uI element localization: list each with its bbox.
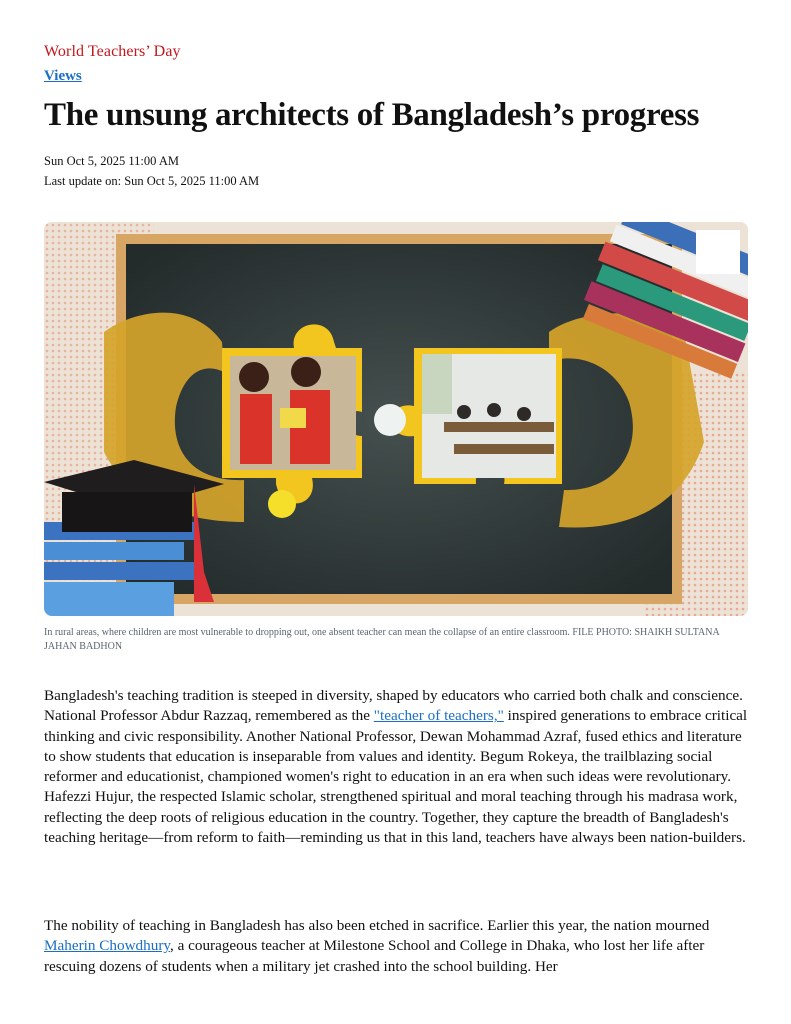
link-maherin-chowdhury[interactable]: Maherin Chowdhury — [44, 937, 170, 955]
article-category[interactable]: World Teachers’ Day — [44, 43, 181, 60]
section-link-views[interactable]: Views — [44, 68, 82, 84]
illustration-graphic — [44, 222, 748, 616]
book-stack-left — [44, 522, 194, 616]
article-headline: The unsung architects of Bangladesh’s progress — [44, 97, 700, 133]
last-update-date: Last update on: Sun Oct 5, 2025 11:00 AM — [44, 174, 260, 188]
body-paragraph: The nobility of teaching in Bangladesh has also been etched in sacrifice. Earlier this year, the nation mourned Maherin Chowdhury, a courageous teacher at Milestone School and College in Dhaka, who lost her life after rescuing dozens of students when a military jet crashed into the school building. Her — [44, 917, 710, 975]
article-illustration — [44, 222, 748, 616]
link-teacher-of-teachers[interactable]: "teacher of teachers," — [373, 707, 504, 725]
image-caption: In rural areas, where children are most vulnerable to dropping out, one absent teacher can mean the collapse of an entire classroom. FILE PHOTO: SHAIKH SULTANA JAHAN BADHON — [44, 627, 720, 652]
puzzle-knob-photo — [374, 404, 406, 436]
body-paragraph: Bangladesh's teaching tradition is steeped in diversity, shaped by educators who carried both chalk and conscience. National Professor Abdur Razzaq, remembered as the "teacher of teachers," inspired generations to embrace critical thinking and civic responsibility. Another National Professor, Dewan Mohammad Azraf, fused ethics and literature to show students that education is inseparable from values and identity. Begum Rokeya, the trailblazing social reformer and educationist, championed women's right to education in an era when such ideas were revolutionary. Hafezzi Hujur, the respected Islamic scholar, strengthened spiritual and moral teaching through his madrasa work, reflecting the deep roots of religious education in the country. Together, they capture the breadth of Bangladesh's teaching heritage—from reform to faith—reminding us that in this land, teachers have always been nation-builders. — [44, 687, 748, 847]
publish-date: Sun Oct 5, 2025 11:00 AM — [44, 154, 179, 168]
white-square — [696, 230, 740, 274]
book — [280, 408, 306, 428]
